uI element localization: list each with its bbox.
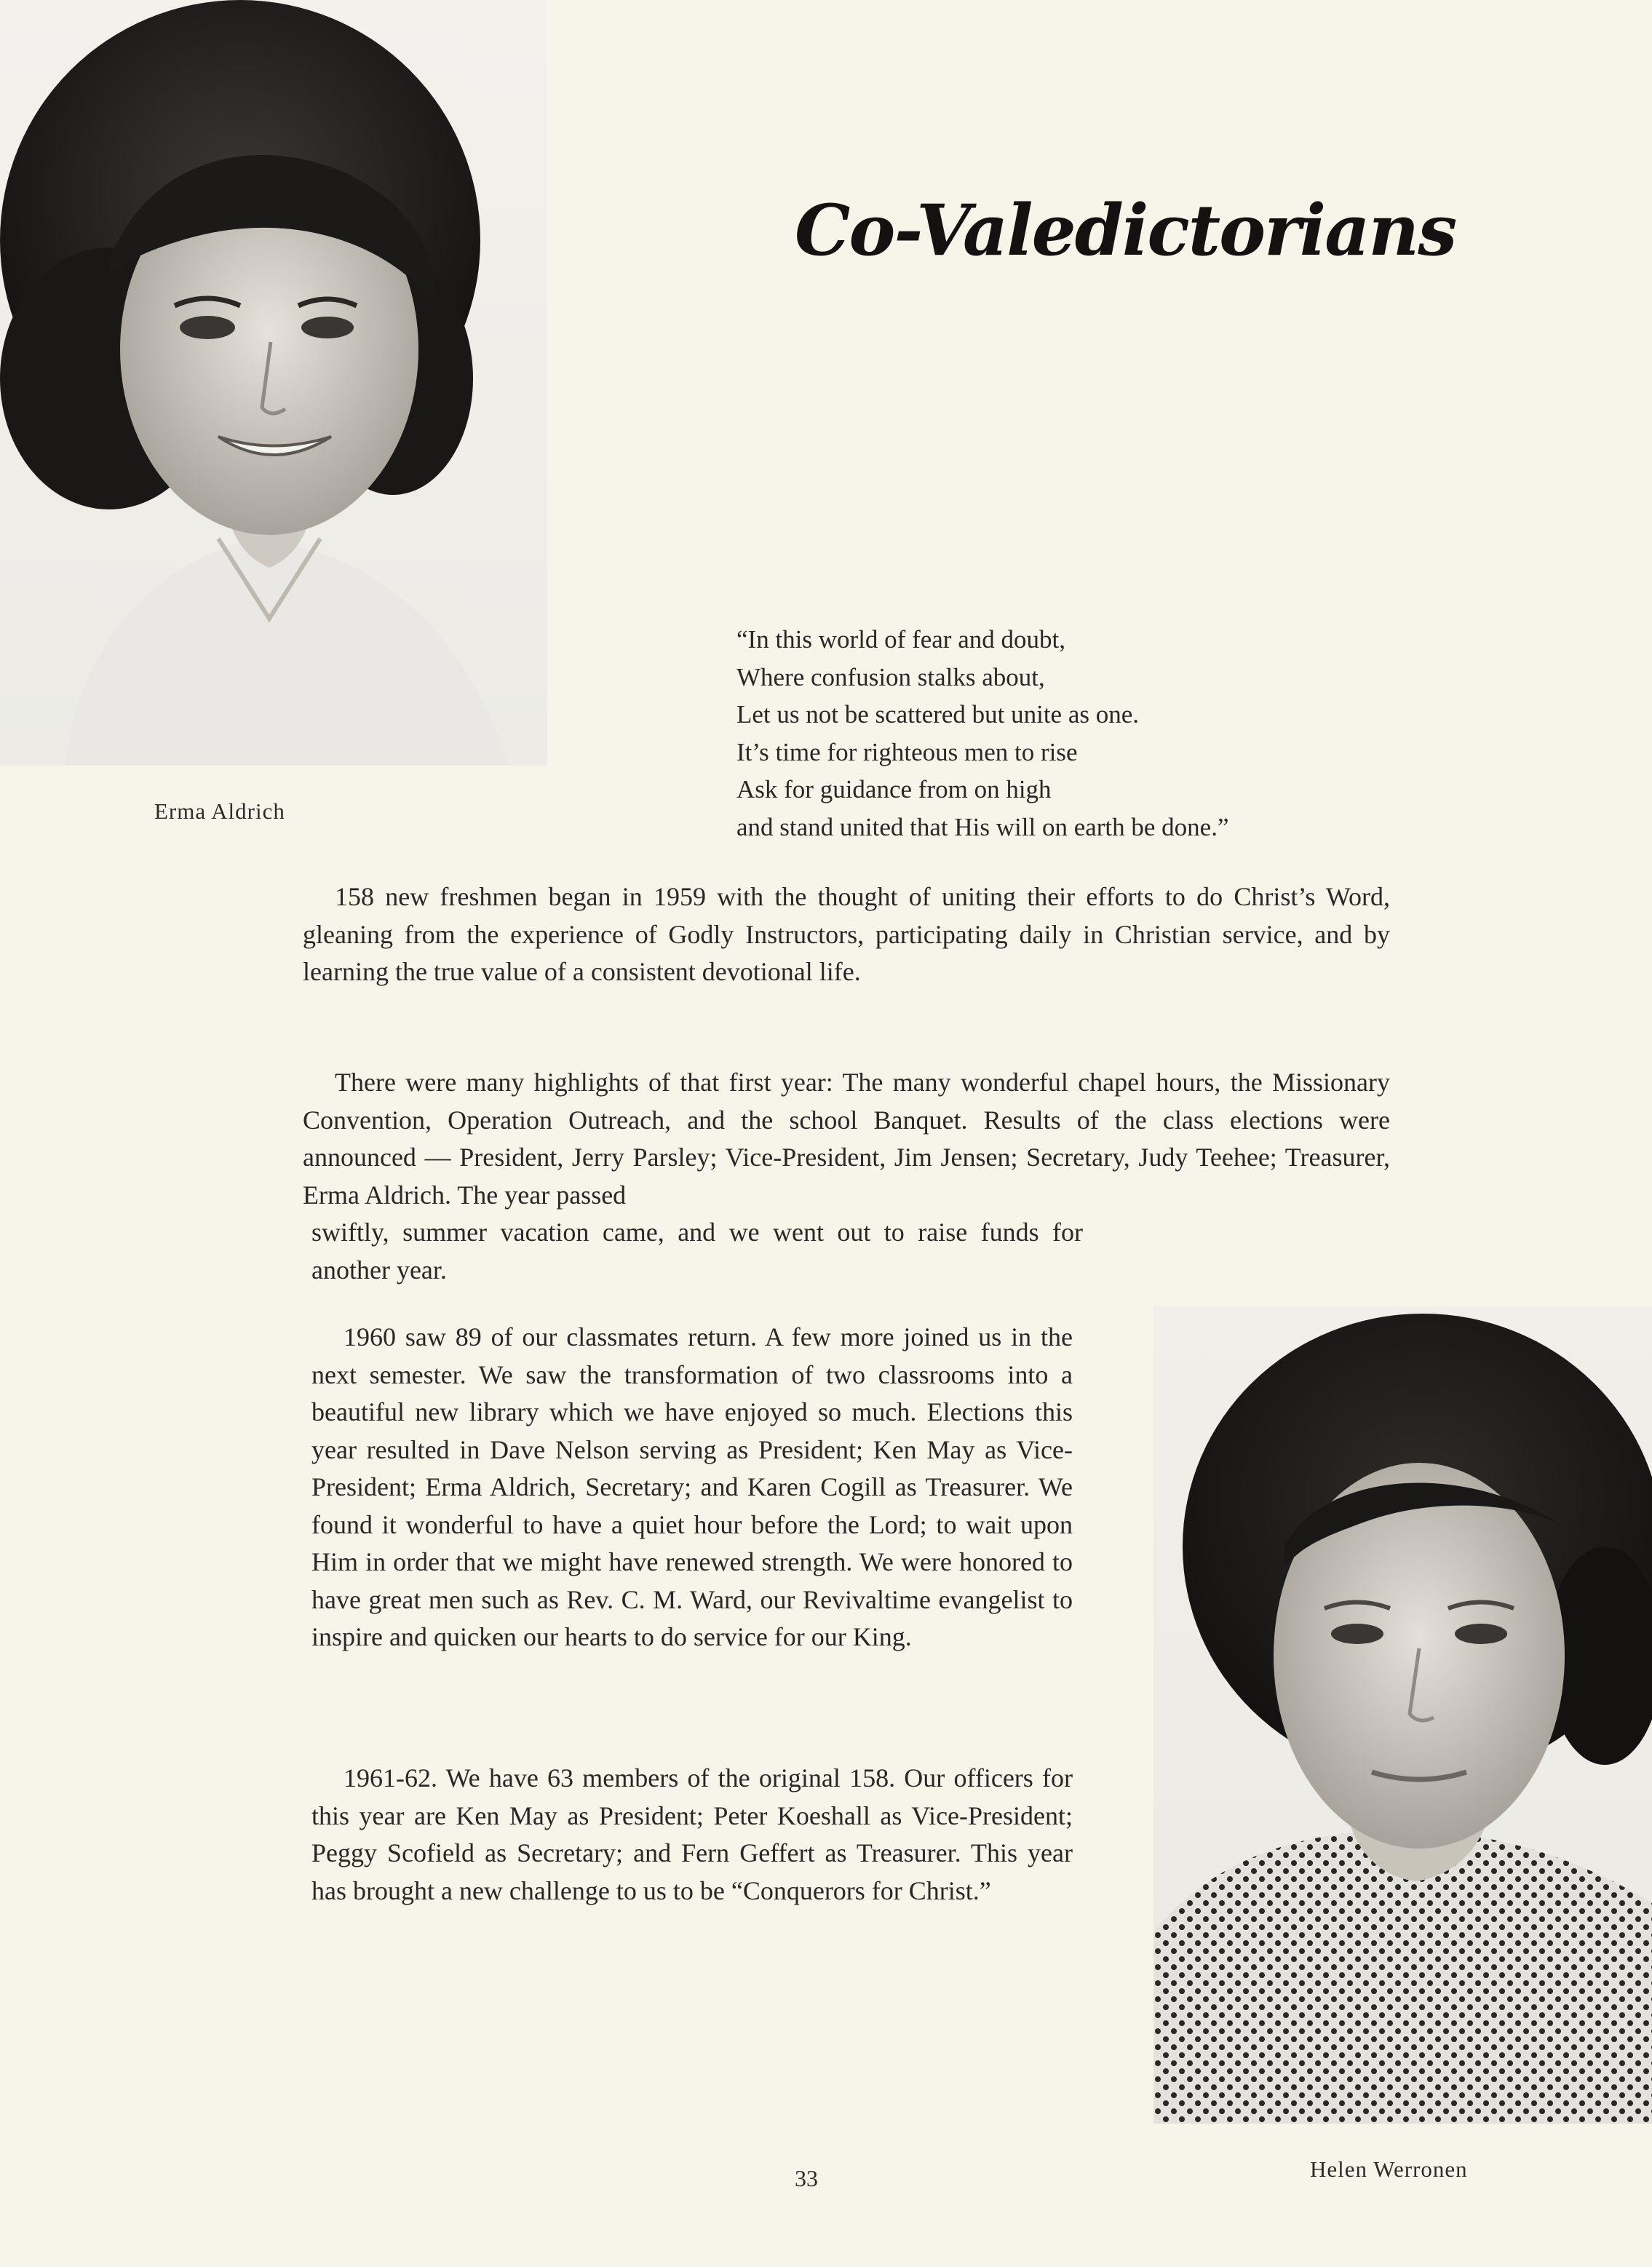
paragraph-1961-62: 1961-62. We have 63 members of the original 158. Our officers for this year are Ken May as President; Peter Koeshall as Vice-President; Peggy Scofield as Secretary; and Fern Geffert as Treasurer. This year has brought a new challenge to us to be “Conquerors for Christ.” [311,1763,1073,1905]
portrait-photo-helen-werronen [1153,1306,1652,2124]
page-number: 33 [795,2165,818,2191]
poem-line: Ask for guidance from on high [736,775,1052,803]
paragraph-first-year-highlights-part-1: There were many highlights of that first year: The many wonderful chapel hours, the Missionary Convention, Operation Outreach, and the school Banquet. Results of the class elections were announced — President, Jerry Parsley; Vice-President, Jim Jensen; Secretary, Judy Teehee; Treasurer, Erma Aldrich. The year passed [303,1068,1390,1210]
page-title: Co-Valedictorians [795,189,1456,271]
caption-helen-werronen: Helen Werronen [1310,2156,1468,2182]
paragraph-freshman-year: 158 new freshmen began in 1959 with the thought of uniting their efforts to do Christ’s Word, gleaning from the experience of Godly Instructors, participating daily in Christian service, and by learning the true value of a consistent devotional life. [303,882,1390,986]
poem-line: It’s time for righteous men to rise [736,737,1078,766]
poem-line: Where confusion stalks about, [736,662,1045,691]
portrait-photo-icon [0,0,547,766]
portrait-photo-erma-aldrich [0,0,547,766]
portrait-photo-icon [1153,1306,1652,2124]
caption-erma-aldrich: Erma Aldrich [154,798,285,824]
poem-quote [736,621,1229,846]
poem-line: Let us not be scattered but unite as one. [736,700,1140,728]
paragraph-first-year-highlights-continued: swiftly, summer vacation came, and we went out to raise funds for another year. [311,1218,1083,1285]
paragraph-1960: 1960 saw 89 of our classmates return. A few more joined us in the next semester. We saw the transformation of two classrooms into a beautiful new library which we have enjoyed so much. Elections this year resulted in Dave Nelson serving as President; Ken May as Vice-President; Erma Aldrich, Secretary; and Karen Cogill as Treasurer. We found it wonderful to have a quiet hour before the Lord; to wait upon Him in order that we might have renewed strength. We were honored to have great men such as Rev. C. M. Ward, our Revivaltime evangelist to inspire and quicken our hearts to do service for our King. [311,1322,1073,1651]
poem-line: “In this world of fear and doubt, [736,625,1065,654]
paragraph-first-year-highlights [303,1064,1390,1214]
poem-line: and stand united that His will on earth be done.” [736,812,1229,841]
